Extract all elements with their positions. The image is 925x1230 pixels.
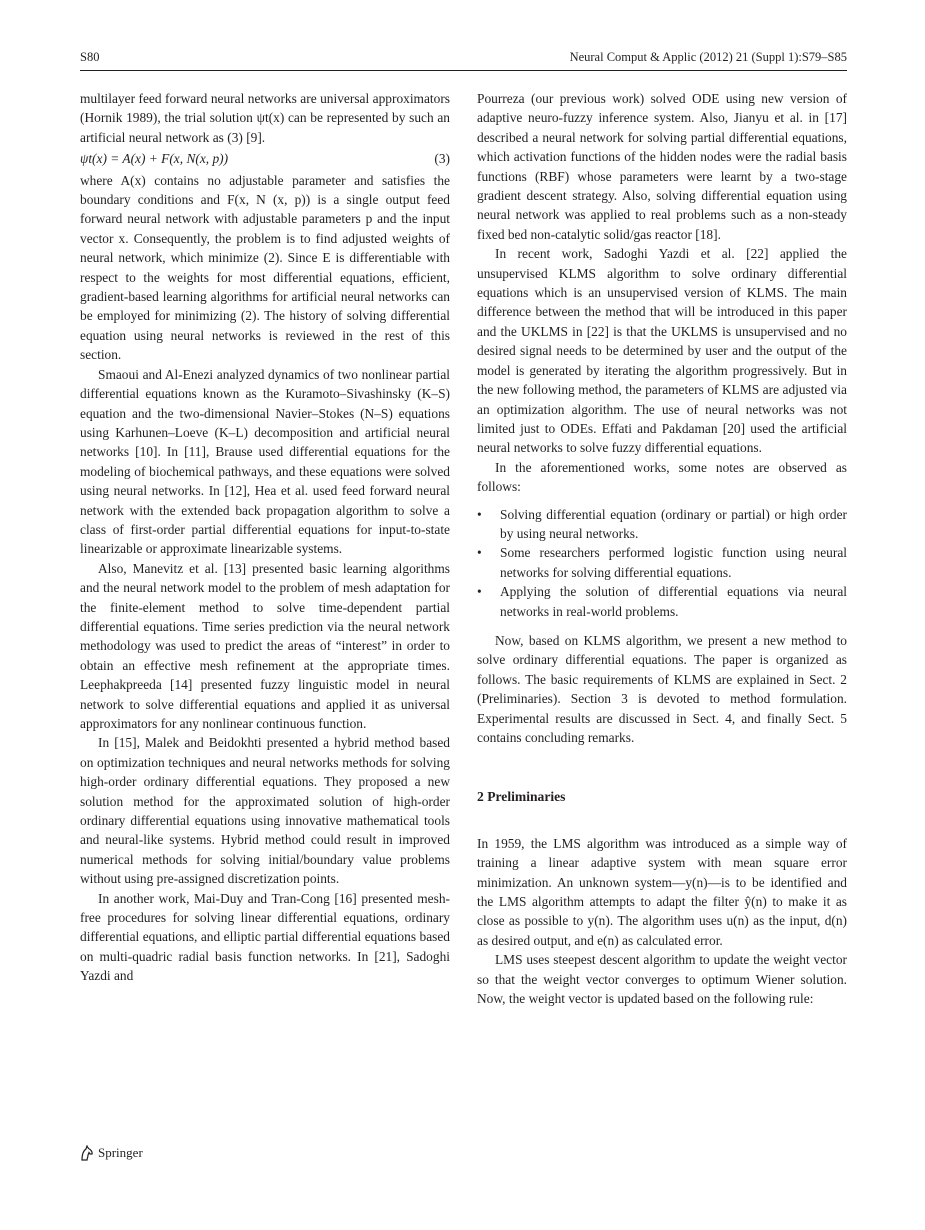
equation-body: ψt(x) = A(x) + F(x, N(x, p)) bbox=[80, 151, 229, 167]
paragraph: Pourreza (our previous work) solved ODE using new version of adaptive neuro-fuzzy inference system. Also, Jianyu et al. in [17] described a neural network for solving partial differential equations, which activation functions of the hidden nodes were the radial basis functions (RBF) whose parameters were learnt by a two-stage gradient descent strategy. Also, solving differential equation using neural network was applied to real problems such as a non-steady fixed bed non-catalytic solid/gas reactor [18]. bbox=[477, 91, 847, 242]
list-item: • Applying the solution of differential equations via neural networks in real-world problems. bbox=[477, 582, 847, 621]
paragraph: multilayer feed forward neural networks are universal approximators (Hornik 1989), the trial solution ψt(x) can be represented by such an artificial neural network as (3) [9]. bbox=[80, 91, 450, 145]
paragraph: In recent work, Sadoghi Yazdi et al. [22] applied the unsupervised KLMS algorithm to solve ordinary differential equations which is an unsupervised version of KLMS. The main difference between the method that will be introduced in this paper and the UKLMS in [22] is that the UKLMS is unsupervised and no desired signal needs to be determined by user and the output of the model is generated by iterating the algorithm progressively. But in the new following method, the parameters of KLMS are adjusted via an optimization algorithm. The use of neural networks was not limited just to ODEs. Effati and Pakdaman [20] used the artificial neural networks to solve fuzzy differential equations. bbox=[477, 246, 847, 456]
journal-citation: Neural Comput & Applic (2012) 21 (Suppl 1):S79–S85 bbox=[569, 50, 847, 64]
equation-3 bbox=[80, 149, 450, 168]
equation-number: (3) bbox=[434, 151, 450, 167]
paragraph: In another work, Mai-Duy and Tran-Cong [16] presented mesh-free procedures for solving linear differential equations, ordinary differential equations, and elliptic partial differential equations based on multi-quadric radial basis function networks. In [21], Sadoghi Yazdi and bbox=[80, 890, 450, 984]
springer-horse-icon bbox=[80, 1145, 94, 1161]
paragraph: Smaoui and Al-Enezi analyzed dynamics of two nonlinear partial differential equations known as the Kuramoto–Sivashinsky (K–S) equation and the two-dimensional Navier–Stokes (N–S) equations using Karhunen–Loeve (K–L) decomposition and artificial neural networks [10]. In [11], Brause used differential equations for the modeling of biochemical pathways, and these equations were solved using neural networks. In [12], Hea et al. used feed forward neural network with the extended back propagation algorithm to solve a class of first-order partial differential equations for input-to-state linearizable or approximate linearizable systems. bbox=[80, 366, 450, 557]
list-item: • Some researchers performed logistic function using neural networks for solving differential equations. bbox=[477, 543, 847, 582]
paragraph: where A(x) contains no adjustable parameter and satisfies the boundary conditions and F(x, N (x, p)) is a single output feed forward neural network with adjustable parameters p and the input vector x. Consequently, the problem is to find adjusted weights of neural network, which minimize (2). Since E is differentiable with respect to the weights for most differential equations, efficient, gradient-based learning algorithms for artificial neural networks can be employed for minimizing (2). The history of solving differential equation using neural networks is reviewed in the rest of this section. bbox=[80, 172, 450, 363]
list-item: • Solving differential equation (ordinary or partial) or high order by using neural networks. bbox=[477, 505, 847, 544]
publisher-name: Springer bbox=[98, 1145, 143, 1160]
right-column bbox=[477, 89, 847, 1008]
paragraph: Also, Manevitz et al. [13] presented basic learning algorithms and the neural network model to the problem of mesh adaptation for the finite-element method to solve time-dependent partial differential equations. Time series prediction via the neural network methodology was used to predict the areas of “interest” in order to obtain an effective mesh refinement at the appropriate times. Leephakpreeda [14] presented fuzzy linguistic model in neural network to solve differential equations and applied it as universal approximators for any nonlinear continuous function. bbox=[80, 560, 450, 731]
paragraph: In 1959, the LMS algorithm was introduced as a simple way of training a linear adaptive system with mean square error minimization. An unknown system—y(n)—is to be identified and the LMS algorithm attempts to adapt the filter ŷ(n) to make it as close as possible to y(n). The algorithm uses u(n) as the input, d(n) as desired output, and e(n) as calculated error. bbox=[477, 835, 847, 948]
bullet-list bbox=[477, 505, 847, 621]
page-number: S80 bbox=[80, 50, 100, 64]
header-rule bbox=[80, 70, 847, 71]
left-column bbox=[80, 89, 450, 986]
paragraph: Now, based on KLMS algorithm, we present a new method to solve ordinary differential equations. The paper is organized as follows. The basic requirements of KLMS are explained in Sect. 2 (Preliminaries). Section 3 is devoted to method formulation. Experimental results are discussed in Sect. 4, and finally Sect. 5 contains concluding remarks. bbox=[477, 632, 847, 745]
paragraph: LMS uses steepest descent algorithm to update the weight vector so that the weight vector converges to optimum Wiener solution. Now, the weight vector is updated based on the following rule: bbox=[477, 952, 847, 1007]
paragraph: In [15], Malek and Beidokhti presented a hybrid method based on optimization techniques and neural networks methods for solving high-order ordinary differential equations. They proposed a new solution method for the approximated solution of high-order ordinary differential equations using innovative mathematical tools and neural-like systems. Hybrid method could result in improved numerical methods for solving initial/boundary value problems without using pre-assigned discretization points. bbox=[80, 735, 450, 887]
section-heading: 2 Preliminaries bbox=[477, 789, 566, 805]
footer bbox=[80, 1145, 143, 1161]
paragraph: In the aforementioned works, some notes are observed as follows: bbox=[477, 459, 847, 495]
